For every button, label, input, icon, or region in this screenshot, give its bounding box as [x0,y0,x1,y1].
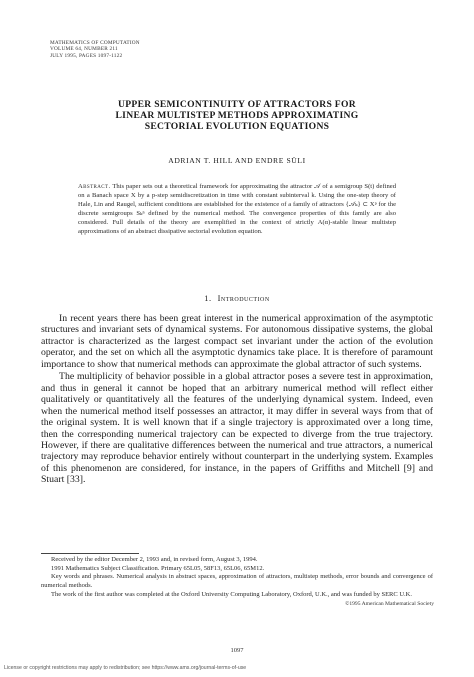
footnote-funding: The work of the first author was completed at the Oxford University Computing Laboratory, Oxford, U.K., and was funded by SERC U.K. [51,590,412,598]
abstract-text: This paper sets out a theoretical framework for approximating the attractor 𝒜 of a semigroup S(t) defined on a Banach space X by a p-step semidiscretization in time with constant subinterval k. Using the one-step theory of Hale, Lin and Raugel, sufficient conditions are established for the existence of a family of attractors {𝒜ₖ} ⊂ Xᵖ for the discrete semigroups Sₖⁿ defined by the numerical method. The convergence properties of this family are also considered. Full details of the theory are exemplified in the context of strictly A(α)-stable linear multistep approximations of an abstract dissipative sectorial evolution equation. [78,183,396,235]
footnote-classification: 1991 Mathematics Subject Classification. Primary 65L05, 58F13, 65L06, 65M12. [51,564,265,572]
journal-header [50,40,140,59]
footnotes [41,556,433,600]
journal-name: MATHEMATICS OF COMPUTATION [50,40,140,46]
footnote-received: Received by the editor December 2, 1993 and, in revised form, August 3, 1994. [51,556,258,563]
section-heading [40,294,434,303]
section-title: Introduction [217,294,270,303]
journal-volume: VOLUME 64, NUMBER 211 [50,46,118,53]
copyright-notice: ©1995 American Mathematical Society [345,601,434,607]
paragraph: In recent years there has been great interest in the numerical approximation of the asymptotic structures and invariant sets of dynamical systems. For autonomous dissipative systems, the global attractor is characterized as the largest compact set invariant under the action of the evolution operator, and the set on which all the asymptotic dynamics take place. It is therefore of paramount importance to show that numerical methods can approximate the global attractor of such systems. [41,313,433,370]
abstract-label: Abstract. [78,183,111,190]
title-line: LINEAR MULTISTEP METHODS APPROXIMATING [115,110,359,121]
authors: ADRIAN T. HILL AND ENDRE SÜLI [168,156,306,165]
page-number: 1097 [230,647,244,654]
paragraph: The multiplicity of behavior possible in a global attractor poses a severe test in approximation, and thus in general it cannot be hoped that an arbitrary numerical method will reflect either qualitatively or quantitatively all the features of the underlying dynamical system. Indeed, even when the numerical method itself possesses an attractor, it may differ in several ways from that of the original system. It is well known that if a single trajectory is approximated over a long time, then the corresponding numerical trajectory can be expected to diverge from the true trajectory. However, if there are qualitative differences between the numerical and true attractors, a numerical trajectory may reproduce behavior entirely without counterpart in the underlying system. Examples of this phenomenon are considered, for instance, in the papers of Griffiths and Mitchell [9] and Stuart [33]. [41,371,433,486]
journal-date-pages: JULY 1995, PAGES 1097-1122 [50,52,123,59]
footnote-keywords: Key words and phrases. Numerical analysis in abstract spaces, approximation of attractors, multistep methods, error bounds and convergence of numerical methods. [41,573,433,590]
license-note: License or copyright restrictions may apply to redistribution; see https://www.ams.org/journal-terms-of-use [4,665,247,671]
title-line: UPPER SEMICONTINUITY OF ATTRACTORS FOR [118,99,356,110]
paper-title [40,99,434,132]
body-text [41,313,433,486]
abstract [78,183,396,236]
title-line: SECTORIAL EVOLUTION EQUATIONS [144,121,330,132]
footnote-divider [41,553,139,554]
section-number: 1. [204,294,212,303]
